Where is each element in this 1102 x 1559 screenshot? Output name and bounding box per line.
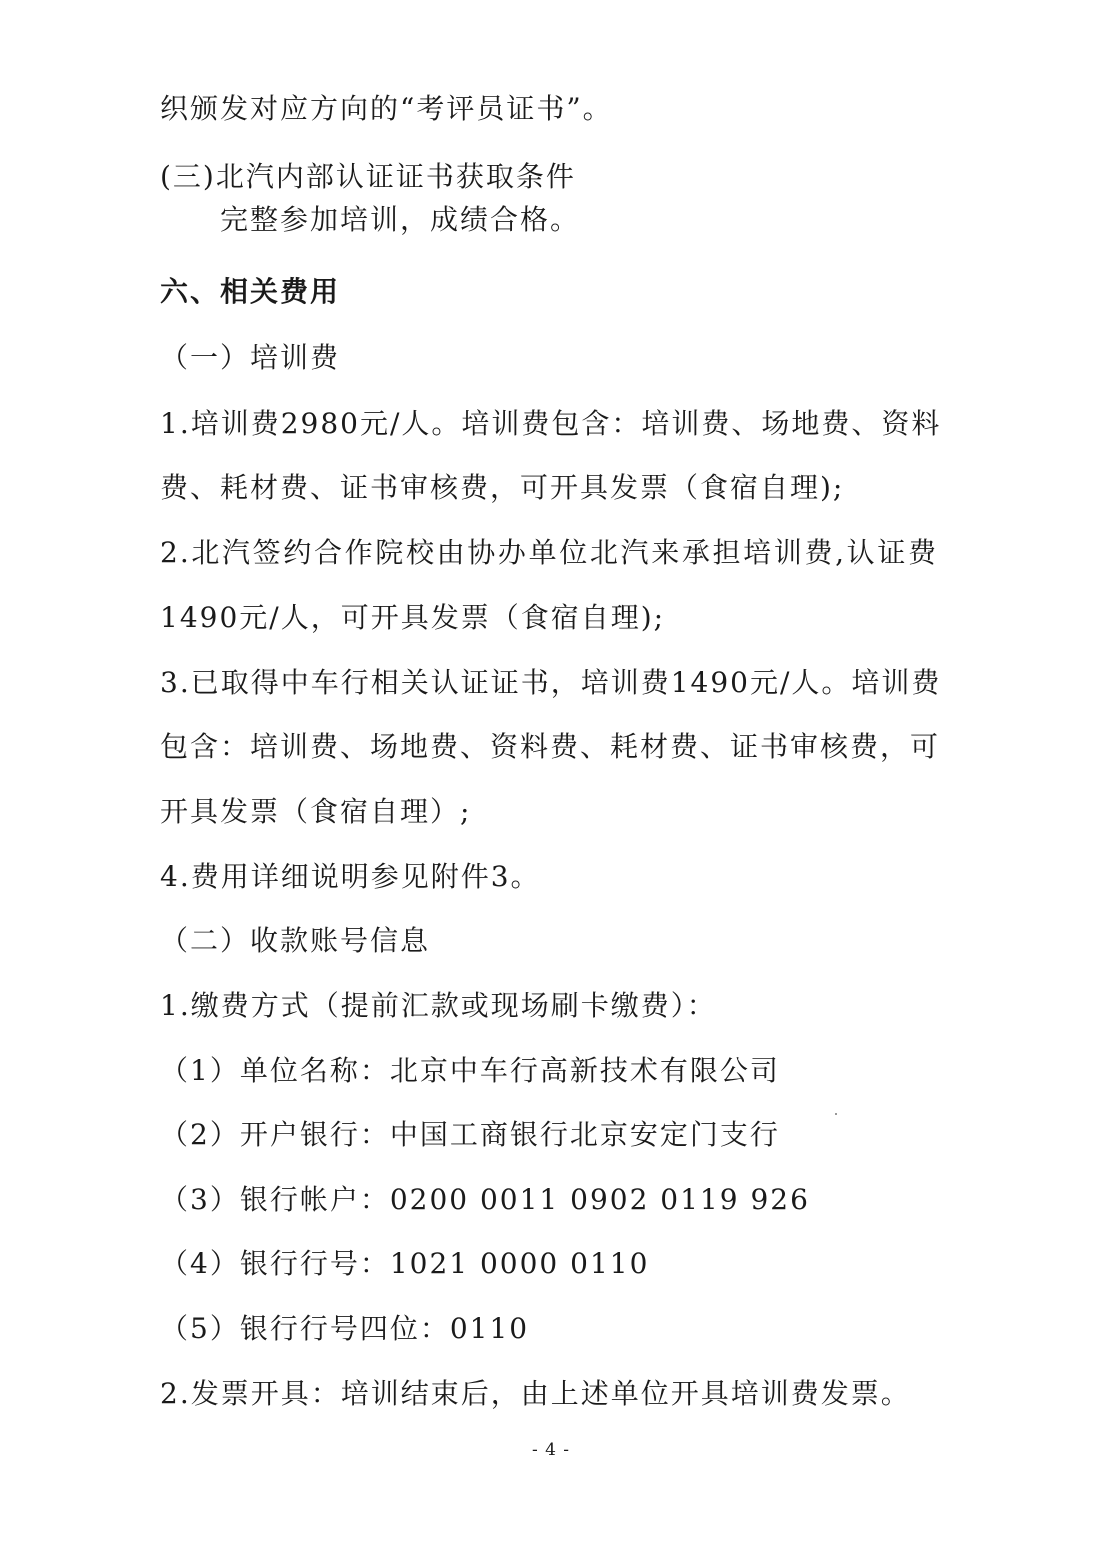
paragraph-line-invoice: 2.发票开具：培训结束后，由上述单位开具培训费发票。 <box>160 1377 911 1410</box>
scan-speck <box>835 1113 837 1115</box>
paragraph-line-fee-4: 4.费用详细说明参见附件3。 <box>160 860 541 893</box>
paragraph-line-fee-1a: 1.培训费2980元/人。培训费包含：培训费、场地费、资料 <box>160 407 942 440</box>
paragraph-line-certificate-end: 织颁发对应方向的“考评员证书”。 <box>160 92 613 125</box>
paragraph-line-fee-3b: 包含：培训费、场地费、资料费、耗材费、证书审核费，可 <box>160 730 941 763</box>
paragraph-line-complete-training: 完整参加培训，成绩合格。 <box>220 203 581 236</box>
subheading-payment-account-info: （二）收款账号信息 <box>160 924 431 957</box>
list-item-bank-code: （4）银行行号：1021 0000 0110 <box>160 1247 650 1280</box>
section-heading-related-fees: 六、相关费用 <box>160 275 341 308</box>
paragraph-line-fee-1b: 费、耗材费、证书审核费，可开具发票（食宿自理); <box>160 471 845 504</box>
page-number: - 4 - <box>531 1440 571 1460</box>
list-item-bank-name: （2）开户银行：中国工商银行北京安定门支行 <box>160 1118 780 1151</box>
list-item-bank-account: （3）银行帐户：0200 0011 0902 0119 926 <box>160 1183 810 1216</box>
paragraph-line-fee-2a: 2.北汽签约合作院校由协办单位北汽来承担培训费,认证费 <box>160 536 938 569</box>
subheading-training-fee: （一）培训费 <box>160 341 341 374</box>
list-item-bank-code-four-digits: （5）银行行号四位：0110 <box>160 1312 530 1345</box>
paragraph-line-fee-3a: 3.已取得中车行相关认证证书，培训费1490元/人。培训费 <box>160 666 942 699</box>
paragraph-line-fee-3c: 开具发票（食宿自理）; <box>160 795 472 828</box>
list-item-company-name: （1）单位名称：北京中车行高新技术有限公司 <box>160 1054 780 1087</box>
paragraph-line-fee-2b: 1490元/人，可开具发票（食宿自理); <box>160 601 666 634</box>
paragraph-line-payment-method: 1.缴费方式（提前汇款或现场刷卡缴费）： <box>160 989 717 1022</box>
subheading-baic-certificate-conditions: (三)北汽内部认证证书获取条件 <box>160 160 576 193</box>
